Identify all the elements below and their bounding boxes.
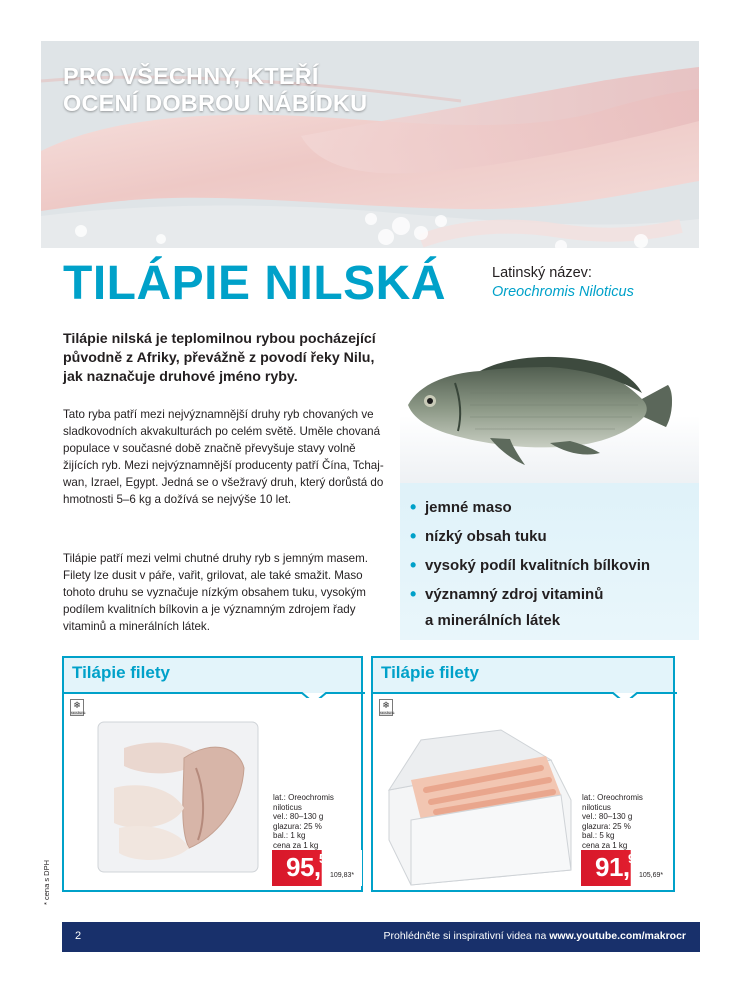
tilapia-fish-image (400, 333, 699, 483)
feature-item (408, 522, 699, 551)
page-title: TILÁPIE NILSKÁ (63, 257, 447, 310)
fish-image-panel (400, 333, 699, 483)
product-card-1[interactable] (62, 656, 363, 892)
product-header (64, 658, 361, 693)
frozen-icon: ❄ MRAŽENÉ (380, 700, 395, 715)
feature-text: jemné maso (425, 499, 512, 516)
product-info (273, 793, 334, 851)
feature-item (408, 580, 699, 632)
footer-bar (62, 922, 700, 952)
product-info-line: niloticus (273, 802, 302, 812)
page-number: 2 (75, 930, 82, 942)
hero-banner (41, 41, 699, 248)
fillet-box-image (381, 720, 576, 890)
frozen-label: MRAŽENÉ (71, 711, 86, 715)
product-info-line: glazura: 25 % (273, 821, 322, 831)
product-info-line: bal.: 1 kg (273, 831, 306, 841)
feature-text: nízký obsah tuku (425, 528, 547, 545)
frozen-label: MRAŽENÉ (380, 711, 395, 715)
fillet-bag-image (94, 718, 264, 878)
price-with-vat: 105,69* (639, 872, 664, 879)
product-name: Tilápie filety (72, 663, 170, 682)
product-info-line: lat.: Oreochromis (273, 793, 334, 802)
footer-text (383, 930, 686, 942)
feature-text: vysoký podíl kvalitních bílkovin (425, 557, 651, 574)
body-paragraph-2: Tilápie patří mezi velmi chutné druhy ryb s jemným masem. Filety lze dusit v páře, vařit, grilovat, ale také smažit. Maso tohoto druhu se vyznačuje nízkým obsahem tuku, vysokým podílem kvalitních bílkovin a je významným zdrojem řady vitaminů a minerálních látek. (63, 552, 368, 634)
hero-title-line-1: PRO VŠECHNY, KTEŘÍ (63, 63, 319, 89)
product-header (373, 658, 673, 693)
feature-text: významný zdroj vitaminů (425, 586, 604, 603)
feature-list (400, 483, 699, 640)
feature-item (408, 551, 699, 580)
vat-note: * cena s DPH (42, 859, 51, 905)
price-tag (581, 850, 671, 886)
feature-text-continued: a minerálních látek (425, 612, 561, 629)
frozen-icon: ❄ MRAŽENÉ (71, 700, 86, 715)
price-main: 91, (595, 852, 630, 882)
latin-label: Latinský název: (492, 265, 592, 281)
product-info-line: lat.: Oreochromis (582, 793, 643, 802)
product-info-line: niloticus (582, 802, 611, 812)
product-card-2[interactable] (371, 656, 675, 892)
price-decimal: 50 (319, 852, 333, 866)
product-info-line: glazura: 25 % (582, 821, 631, 831)
price-main: 95, (286, 852, 321, 882)
product-info (582, 793, 643, 851)
feature-item (408, 493, 699, 522)
product-image-box (381, 720, 576, 895)
price-tag (272, 850, 362, 886)
intro-text: Tilápie nilská je teplomilnou rybou pocházející původně z Afriky, převážně z povodí řeky Nilu, jak naznačuje druhové jméno ryby. (63, 331, 376, 385)
latin-name: Oreochromis Niloticus (492, 284, 634, 300)
body-paragraph-1: Tato ryba patří mezi nejvýznamnější druhy ryb chovaných ve sladkovodních akvakulturách po celém světě. Uměle chovaná populace v současné době značně převyšuje stavy volně žijících ryb. Mezi nejvýznamnější producenty patří Čína, Tchaj-wan, Izrael, Egypt. Jedná se o všežravý druh, který dorůstá do hmotnosti 5–6 kg a dožívá se nejvýše 10 let. (63, 408, 384, 507)
footer-text-label: Prohlédněte si inspirativní videa na (383, 930, 547, 942)
product-info-line: vel.: 80–130 g (273, 812, 324, 822)
product-info-line: vel.: 80–130 g (582, 812, 633, 822)
price-with-vat: 109,83* (330, 872, 355, 879)
hero-title (63, 63, 367, 117)
price-decimal: 90 (628, 852, 642, 866)
product-info-line: bal.: 5 kg (582, 831, 615, 841)
latin-name-block (492, 264, 634, 302)
product-info-line: cena za 1 kg (273, 840, 319, 850)
product-name: Tilápie filety (381, 663, 479, 682)
product-image-bag (94, 718, 264, 883)
hero-title-line-2: OCENÍ DOBROU NÁBÍDKU (63, 90, 368, 116)
footer-link[interactable]: www.youtube.com/makrocr (549, 930, 686, 942)
product-info-line: cena za 1 kg (582, 840, 628, 850)
